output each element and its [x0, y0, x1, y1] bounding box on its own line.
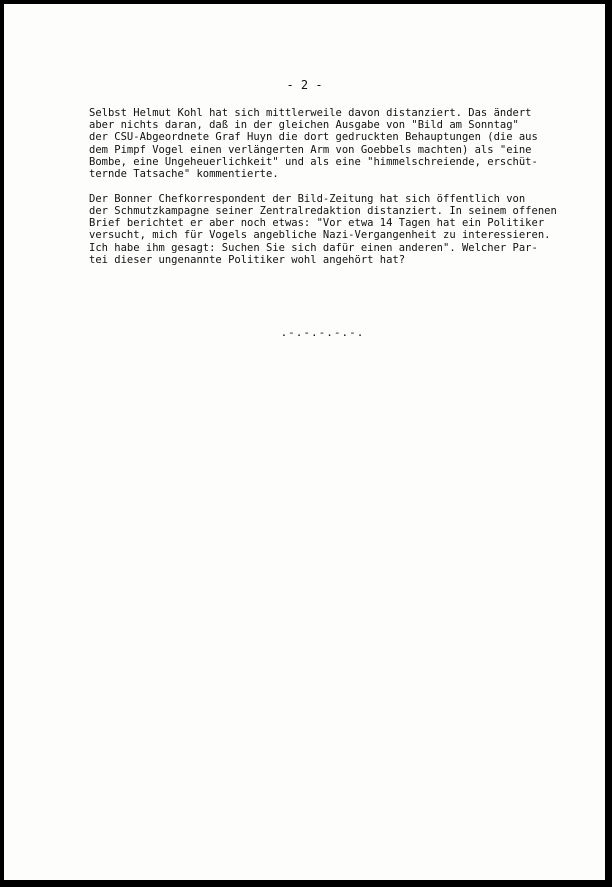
document-page [4, 4, 605, 880]
text-line: tei dieser ungenannte Politiker wohl angehört hat? [89, 253, 406, 266]
text-line: Bombe, eine Ungeheuerlichkeit" und als eine "himmelschreiende, erschüt- [89, 155, 538, 168]
text-line: Der Bonner Chefkorrespondent der Bild-Zeitung hat sich öffentlich von [89, 192, 526, 205]
text-line: der CSU-Abgeordnete Graf Huyn die dort gedruckten Behauptungen (die aus [89, 131, 538, 144]
body-text [89, 107, 599, 278]
text-line: Brief berichtet er aber noch etwas: "Vor etwa 14 Tagen hat ein Politiker [89, 217, 545, 230]
text-line: Selbst Helmut Kohl hat sich mittlerweile davon distanziert. Das ändert [89, 107, 532, 119]
text-line: der Schmutzkampagne seiner Zentralredaktion distanziert. In seinem offenen [89, 204, 557, 217]
text-line: ternde Tatsache" kommentierte. [89, 168, 279, 181]
page-number: - 2 - [286, 78, 323, 92]
section-separator: .-.-.-.-.-. [280, 326, 365, 339]
text-line: Ich habe ihm gesagt: Suchen Sie sich dafür einen anderen". Welcher Par- [89, 241, 538, 254]
text-line: versucht, mich für Vogels angebliche Nazi-Vergangenheit zu interessieren. [89, 229, 551, 242]
text-line: dem Pimpf Vogel einen verlängerten Arm von Goebbels machten) als "eine [89, 143, 532, 156]
paragraph-2 [89, 193, 599, 266]
text-line: aber nichts daran, daß in der gleichen Ausgabe von "Bild am Sonntag" [89, 119, 519, 132]
paragraph-1 [89, 107, 599, 180]
